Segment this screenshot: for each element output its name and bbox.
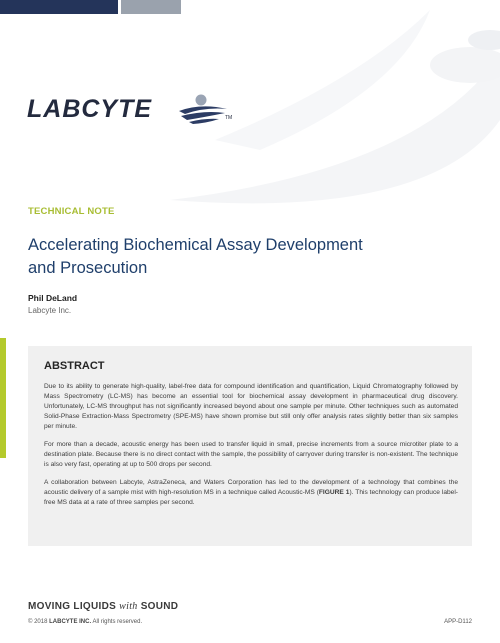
title-line-2: and Prosecution bbox=[28, 259, 148, 277]
copyright-prefix: © 2018 bbox=[28, 619, 50, 625]
title-line-1: Accelerating Biochemical Assay Development bbox=[28, 236, 363, 254]
abstract-paragraph-2: For more than a decade, acoustic energy has been used to transfer liquid in small, precise increments from a source microtiter plate to a destination plate. Because there is no direct contact with the sample, the possibility of carryover during transfer is non-existent. The technique is also very fast, operating at up to 500 drops per second. bbox=[44, 441, 458, 468]
document-category: TECHNICAL NOTE bbox=[28, 206, 115, 217]
figure-reference: FIGURE 1 bbox=[318, 489, 350, 496]
abstract-p3-start: A collaboration between Labcyte, AstraZeneca, and Waters Corporation has led to the development of a technology that combines the acoustic delivery of a sample mist with high-resolution MS in a technique called Acoustic-MS ( bbox=[44, 479, 458, 496]
accent-bar bbox=[0, 338, 6, 458]
abstract-box bbox=[28, 346, 472, 546]
abstract-p3-end: ). This technology can produce label-free MS data at a rate of three samples per second. bbox=[44, 489, 458, 506]
abstract-heading: ABSTRACT bbox=[44, 360, 105, 372]
labcyte-logo bbox=[27, 91, 233, 131]
document-code: APP-D112 bbox=[444, 619, 472, 625]
tagline-emphasis: with bbox=[119, 601, 138, 612]
abstract-paragraph-3 bbox=[44, 478, 458, 508]
logo-trademark: TM bbox=[225, 115, 233, 121]
abstract-paragraph-1: Due to its ability to generate high-quality, label-free data for compound identification and quantification, Liquid Chromatography followed by Mass Spectrometry (LC-MS) has become an essential tool for biochemical assay development in pharmaceutical drug discovery. Unfortunately, LC-MS throughput has not significantly increased beyond about one sample per minute. Other techniques such as automated Solid-Phase Extraction-Mass Spectrometry (SPE-MS) have shown promise but still only offer analysis rates slightly better than six samples per minute. bbox=[44, 383, 458, 430]
footer-tagline bbox=[28, 601, 178, 612]
logo-swirl-icon bbox=[175, 91, 233, 127]
tagline-part-1: MOVING LIQUIDS bbox=[28, 601, 120, 612]
copyright-company: LABCYTE INC. bbox=[49, 619, 92, 625]
copyright-suffix: All rights reserved. bbox=[91, 619, 143, 625]
document-title bbox=[28, 234, 428, 280]
tagline-part-2: SOUND bbox=[137, 601, 179, 612]
logo-wordmark: LABCYTE bbox=[27, 95, 153, 123]
author-name: Phil DeLand bbox=[28, 293, 78, 303]
abstract-body bbox=[44, 382, 458, 516]
author-affiliation: Labcyte Inc. bbox=[28, 306, 72, 315]
copyright bbox=[28, 619, 142, 625]
